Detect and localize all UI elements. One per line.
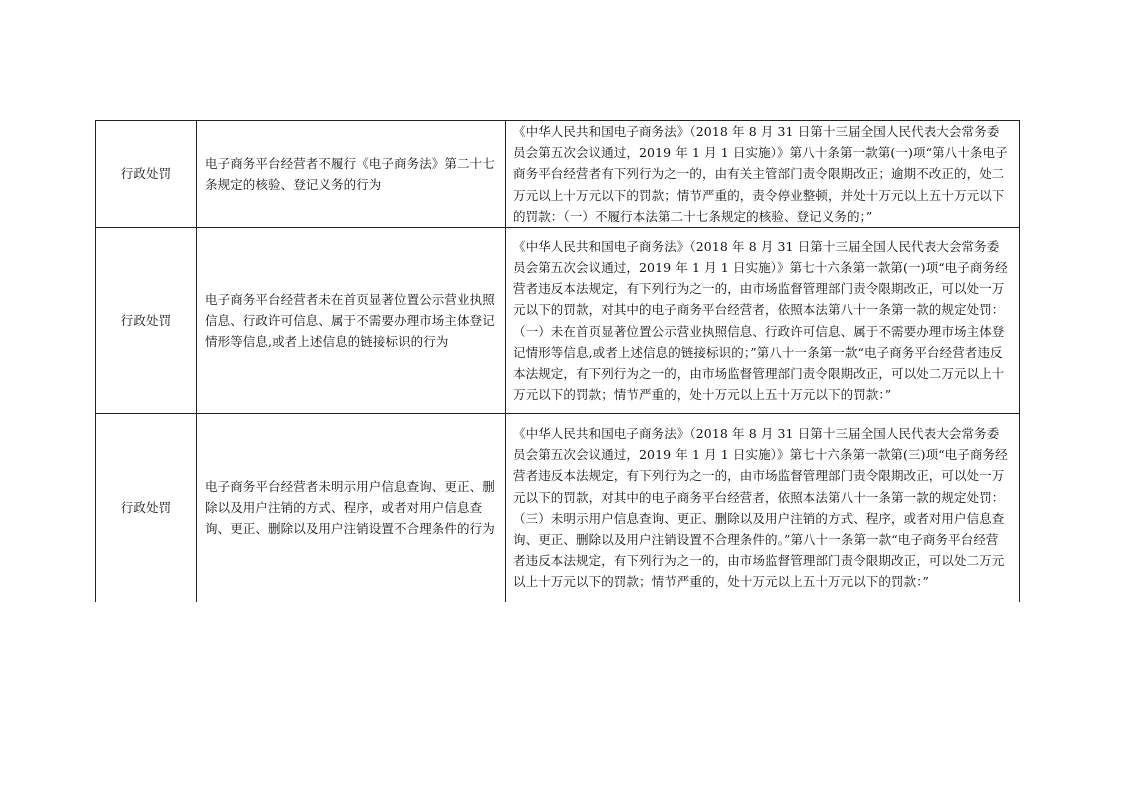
category-cell: 行政处罚 — [96, 228, 197, 414]
conduct-cell: 电子商务平台经营者未在首页显著位置公示营业执照信息、行政许可信息、属于不需要办理市场主体登记情形等信息,或者上述信息的链接标识的行为 — [197, 228, 506, 414]
legal-basis-cell: 《中华人民共和国电子商务法》（2018 年 8 月 31 日第十三届全国人民代表大会常务委员会第五次会议通过，2019 年 1 月 1 日实施）》第七十六条第一款第(一)项“电子商务经营者违反本法规定，有下列行为之一的，由市场监督管理部门责令限期改正，可以处一万元以下的罚款，对其中的电子商务平台经营者，依照本法第八十一条第一款的规定处罚：（一）未在首页显著位置公示营业执照信息、行政许可信息、属于不需要办理市场主体登记情形等信息,或者上述信息的链接标识的；”第八十一条第一款“电子商务平台经营者违反本法规定，有下列行为之一的，由市场监督管理部门责令限期改正，可以处二万元以上十万元以下的罚款；情节严重的，处十万元以上五十万元以下的罚款：” — [506, 228, 1020, 414]
table-row — [96, 414, 1020, 602]
category-cell: 行政处罚 — [96, 414, 197, 602]
legal-basis-cell: 《中华人民共和国电子商务法》（2018 年 8 月 31 日第十三届全国人民代表大会常务委员会第五次会议通过，2019 年 1 月 1 日实施）》第八十条第一款第(一)项“第八十条电子商务平台经营者有下列行为之一的，由有关主管部门责令限期改正；逾期不改正的，处二万元以上十万元以下的罚款；情节严重的，责令停业整顿，并处十万元以上五十万元以下的罚款：（一）不履行本法第二十七条规定的核验、登记义务的；” — [506, 121, 1020, 228]
penalty-table — [95, 120, 1020, 602]
conduct-cell: 电子商务平台经营者不履行《电子商务法》第二十七条规定的核验、登记义务的行为 — [197, 121, 506, 228]
table-row — [96, 228, 1020, 414]
conduct-cell: 电子商务平台经营者未明示用户信息查询、更正、删除以及用户注销的方式、程序，或者对用户信息查询、更正、删除以及用户注销设置不合理条件的行为 — [197, 414, 506, 602]
legal-basis-cell: 《中华人民共和国电子商务法》（2018 年 8 月 31 日第十三届全国人民代表大会常务委员会第五次会议通过，2019 年 1 月 1 日实施）》第七十六条第一款第(三)项“电子商务经营者违反本法规定，有下列行为之一的，由市场监督管理部门责令限期改正，可以处一万元以下的罚款，对其中的电子商务平台经营者，依照本法第八十一条第一款的规定处罚：（三）未明示用户信息查询、更正、删除以及用户注销的方式、程序，或者对用户信息查询、更正、删除以及用户注销设置不合理条件的。”第八十一条第一款“电子商务平台经营者违反本法规定，有下列行为之一的，由市场监督管理部门责令限期改正，可以处二万元以上十万元以下的罚款；情节严重的，处十万元以上五十万元以下的罚款：” — [506, 414, 1020, 602]
table-row — [96, 121, 1020, 228]
category-cell: 行政处罚 — [96, 121, 197, 228]
